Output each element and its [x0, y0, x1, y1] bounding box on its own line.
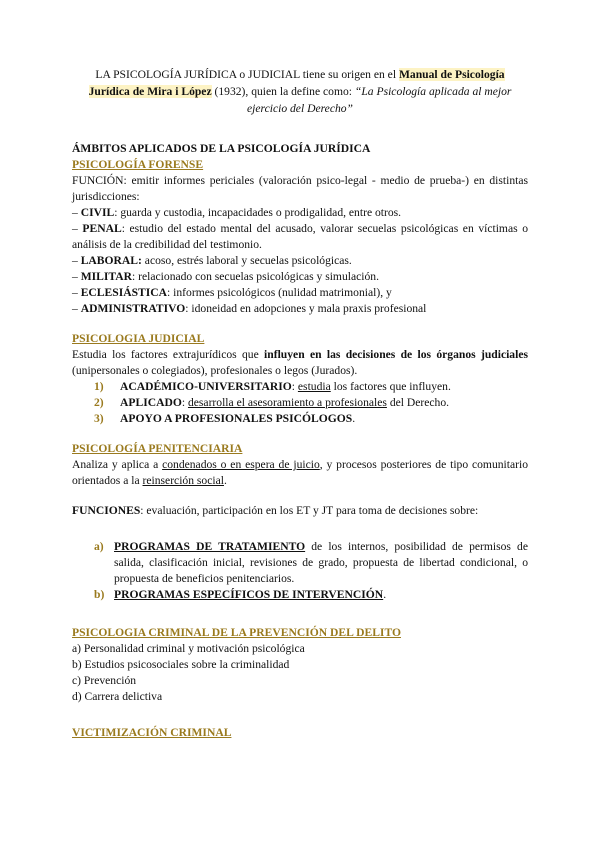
- section-heading-judicial: PSICOLOGIA JUDICIAL: [72, 332, 205, 345]
- intro-text-2: (1932), quien la define como:: [211, 85, 355, 98]
- forense-item: – MILITAR: relacionado con secuelas psicológicas y simulación.: [72, 270, 379, 283]
- section-heading-criminal: PSICOLOGIA CRIMINAL DE LA PREVENCIÓN DEL DELITO: [72, 626, 401, 639]
- section-heading-forense: PSICOLOGÍA FORENSE: [72, 158, 204, 171]
- document-page: [72, 66, 528, 741]
- forense-item: – LABORAL: acoso, estrés laboral y secuelas psicológicas.: [72, 254, 352, 267]
- judicial-paragraph: Estudia los factores extrajurídicos que influyen en las decisiones de los órganos judiciales (unipersonales o colegiados), profesionales o legos (Jurados).: [72, 348, 528, 377]
- forense-item: – CIVIL: guarda y custodia, incapacidades o prodigalidad, entre otros.: [72, 206, 402, 219]
- main-heading: ÁMBITOS APLICADOS DE LA PSICOLOGÍA JURÍDICA: [72, 142, 371, 155]
- judicial-list-item: 3) APOYO A PROFESIONALES PSICÓLOGOS.: [94, 412, 356, 425]
- judicial-list-item: 2) APLICADO: desarrolla el asesoramiento a profesionales del Derecho.: [94, 396, 450, 409]
- intro-quote: “La Psicología aplicada al mejor ejercicio del Derecho”: [246, 85, 512, 115]
- criminal-list-item: b) Estudios psicosociales sobre la criminalidad: [72, 658, 290, 671]
- criminal-list-item: d) Carrera delictiva: [72, 690, 163, 703]
- section-heading-penitenciaria: PSICOLOGÍA PENITENCIARIA: [72, 442, 243, 455]
- section-heading-victimizacion: VICTIMIZACIÓN CRIMINAL: [72, 726, 232, 739]
- criminal-list-item: c) Prevención: [72, 674, 137, 687]
- intro-highlight: Manual de Psicología Jurídica de Mira i López: [88, 68, 505, 98]
- criminal-list-item: a) Personalidad criminal y motivación psicológica: [72, 642, 305, 655]
- judicial-list-item: 1) ACADÉMICO-UNIVERSITARIO: estudia los factores que influyen.: [94, 380, 451, 393]
- funciones-list-item: a) PROGRAMAS DE TRATAMIENTO de los internos, posibilidad de permisos de salida, clasificación inicial, revisiones de grado, propuesta de libertad condicional, o propuesta de beneficios penitenciarios.: [94, 540, 529, 585]
- funciones-list-item: b) PROGRAMAS ESPECÍFICOS DE INTERVENCIÓN.: [94, 588, 387, 601]
- forense-item: – PENAL: estudio del estado mental del acusado, valorar secuelas psicológicas en víctimas o análisis de la credibilidad del testimonio.: [72, 222, 528, 251]
- intro-text-1: LA PSICOLOGÍA JURÍDICA o JUDICIAL tiene su origen en el: [95, 68, 399, 81]
- penitenciaria-paragraph: Analiza y aplica a condenados o en espera de juicio, y procesos posteriores de tipo comunitario orientados a la reinserción social.: [72, 458, 529, 487]
- forense-item: – ADMINISTRATIVO: idoneidad en adopciones y mala praxis profesional: [72, 302, 427, 315]
- intro-paragraph: [86, 66, 514, 117]
- forense-funcion: FUNCIÓN: emitir informes periciales (valoración psico-legal - medio de prueba-) en distintas jurisdicciones:: [72, 174, 528, 203]
- funciones-paragraph: FUNCIONES: evaluación, participación en los ET y JT para toma de decisiones sobre:: [72, 504, 479, 517]
- forense-item: – ECLESIÁSTICA: informes psicológicos (nulidad matrimonial), y: [72, 286, 392, 299]
